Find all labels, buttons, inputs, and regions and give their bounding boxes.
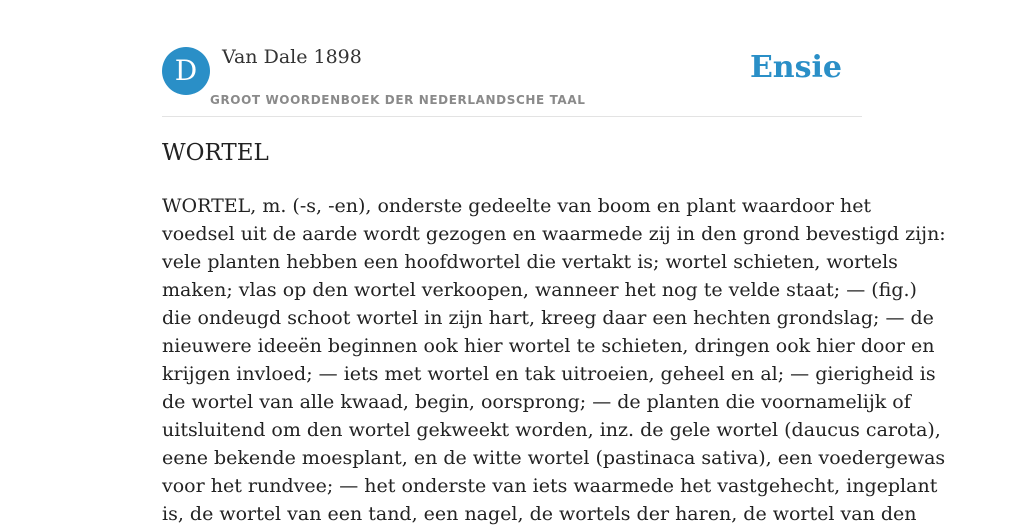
definition-line: voedsel uit de aarde wordt gezogen en waarmede zij in den grond bevestigd zijn:: [162, 223, 946, 245]
page: [162, 0, 946, 525]
definition-line: de wortel van alle kwaad, begin, oorsprong; — de planten die voornamelijk of: [162, 391, 911, 413]
definition-line: voor het rundvee; — het onderste van iets waarmede het vastgehecht, ingeplant: [162, 475, 938, 497]
definition-line: is, de wortel van een tand, een nagel, de wortels der haren, de wortel van den: [162, 503, 917, 525]
definition-line: eene bekende moesplant, en de witte wortel (pastinaca sativa), een voedergewas: [162, 447, 946, 469]
dictionary-header: [162, 0, 862, 117]
definition-line: die ondeugd schoot wortel in zijn hart, kreeg daar een hechten grondslag; — de: [162, 307, 934, 329]
entry-definition: [162, 192, 946, 528]
definition-line: maken; vlas op den wortel verkoopen, wanneer het nog te velde staat; — (fig.): [162, 279, 917, 301]
dictionary-logo-icon[interactable]: D: [162, 47, 210, 95]
definition-line: krijgen invloed; — iets met wortel en tak uitroeien, geheel en al; — gierigheid is: [162, 363, 936, 385]
entry-headword: WORTEL: [162, 140, 269, 166]
definition-line: vele planten hebben een hoofdwortel die vertakt is; wortel schieten, wortels: [162, 251, 898, 273]
dictionary-title[interactable]: Van Dale 1898: [222, 46, 362, 68]
definition-line: uitsluitend om den wortel gekweekt worden, inz. de gele wortel (daucus carota),: [162, 419, 941, 441]
dictionary-subtitle: GROOT WOORDENBOEK DER NEDERLANDSCHE TAAL: [210, 93, 586, 107]
definition-line: nieuwere ideeën beginnen ook hier wortel te schieten, dringen ook hier door en: [162, 335, 935, 357]
definition-line: WORTEL, m. (-s, -en), onderste gedeelte van boom en plant waardoor het: [162, 195, 872, 217]
brand-logo[interactable]: Ensie: [749, 50, 842, 85]
